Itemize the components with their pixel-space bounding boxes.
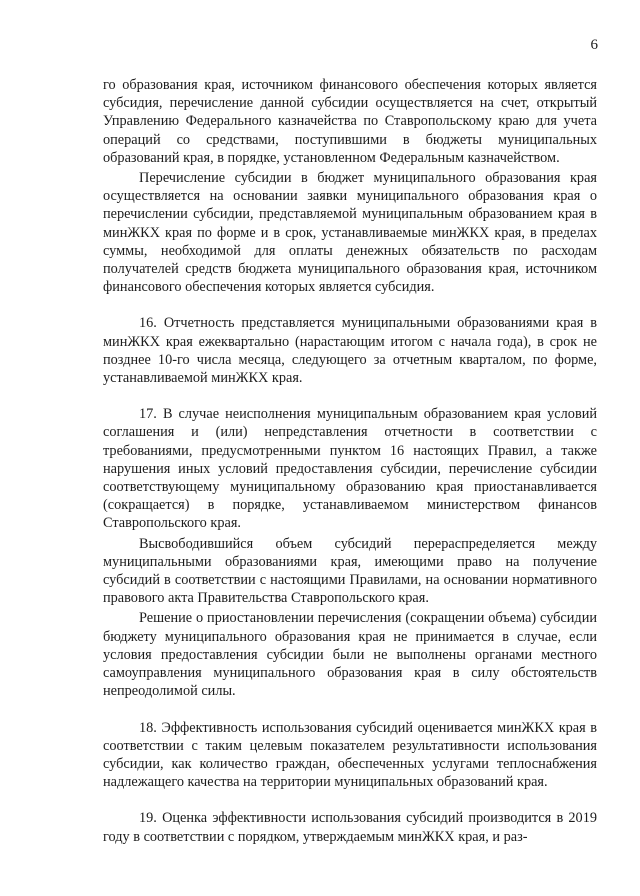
paragraph-redistribution: Высвободившийся объем субсидий перераспределяется между муниципальными образованиями края, имеющими право на получение субсидий в соответствии с настоящими Правилами, на основании нормативного правового акта Правительства Ставропольского края. [103,535,597,607]
paragraph-item-18: 18. Эффективность использования субсидий оценивается минЖКХ края в соответствии с таким целевым показателем результативности использования субсидии, как количество граждан, обеспеченных услугами теплоснабжения надлежащего качества на территории муниципальных образований края. [103,719,597,791]
paragraph-item-17: 17. В случае неисполнения муниципальным образованием края условий соглашения и (или) непредставления отчетности в соответствии с требованиями, предусмотренными пунктом 16 настоящих Правил, а также нарушения иных условий предоставления субсидии, перечисление субсидии соответствующему муниципальному образованию края приостанавливается (сокращается) в порядке, устанавливаемом министерством финансов Ставропольского края. [103,406,597,532]
document-body [103,76,597,846]
paragraph-item-16: 16. Отчетность представляется муниципальными образованиями края в минЖКХ края ежеквартально (нарастающим итогом с начала года), в срок не позднее 10-го числа месяца, следующего за отчетным кварталом, по форме, устанавливаемой минЖКХ края. [103,315,597,387]
paragraph-item-19: 19. Оценка эффективности использования субсидий производится в 2019 году в соответствии с порядком, утверждаемым минЖКХ края, и раз- [103,810,597,845]
page-number: 6 [590,37,598,53]
paragraph-subsidy-transfer: Перечисление субсидии в бюджет муниципального образования края осуществляется на основании заявки муниципального образования края о перечислении субсидии, представляемой муниципальным образованием края в минЖКХ края по форме и в срок, устанавливаемые минЖКХ края, в пределах суммы, необходимой для оплаты денежных обязательств по расходам получателей средств бюджета муниципального образования края, источником финансового обеспечения которых является субсидия. [103,170,597,296]
paragraph-continuation: го образования края, источником финансового обеспечения которых является субсидия, перечисление данной субсидии осуществляется на счет, открытый Управлению Федерального казначейства по Ставропольскому краю для учета операций со средствами, поступившими в бюджеты муниципальных образований края, в порядке, установленном Федеральным казначейством. [103,77,597,166]
paragraph-suspension-decision: Решение о приостановлении перечисления (сокращении объема) субсидии бюджету муниципального образования края не принимается в случае, если условия предоставления субсидии были не выполнены органами местного самоуправления муниципального образования края в силу обстоятельств непреодолимой силы. [103,610,597,700]
